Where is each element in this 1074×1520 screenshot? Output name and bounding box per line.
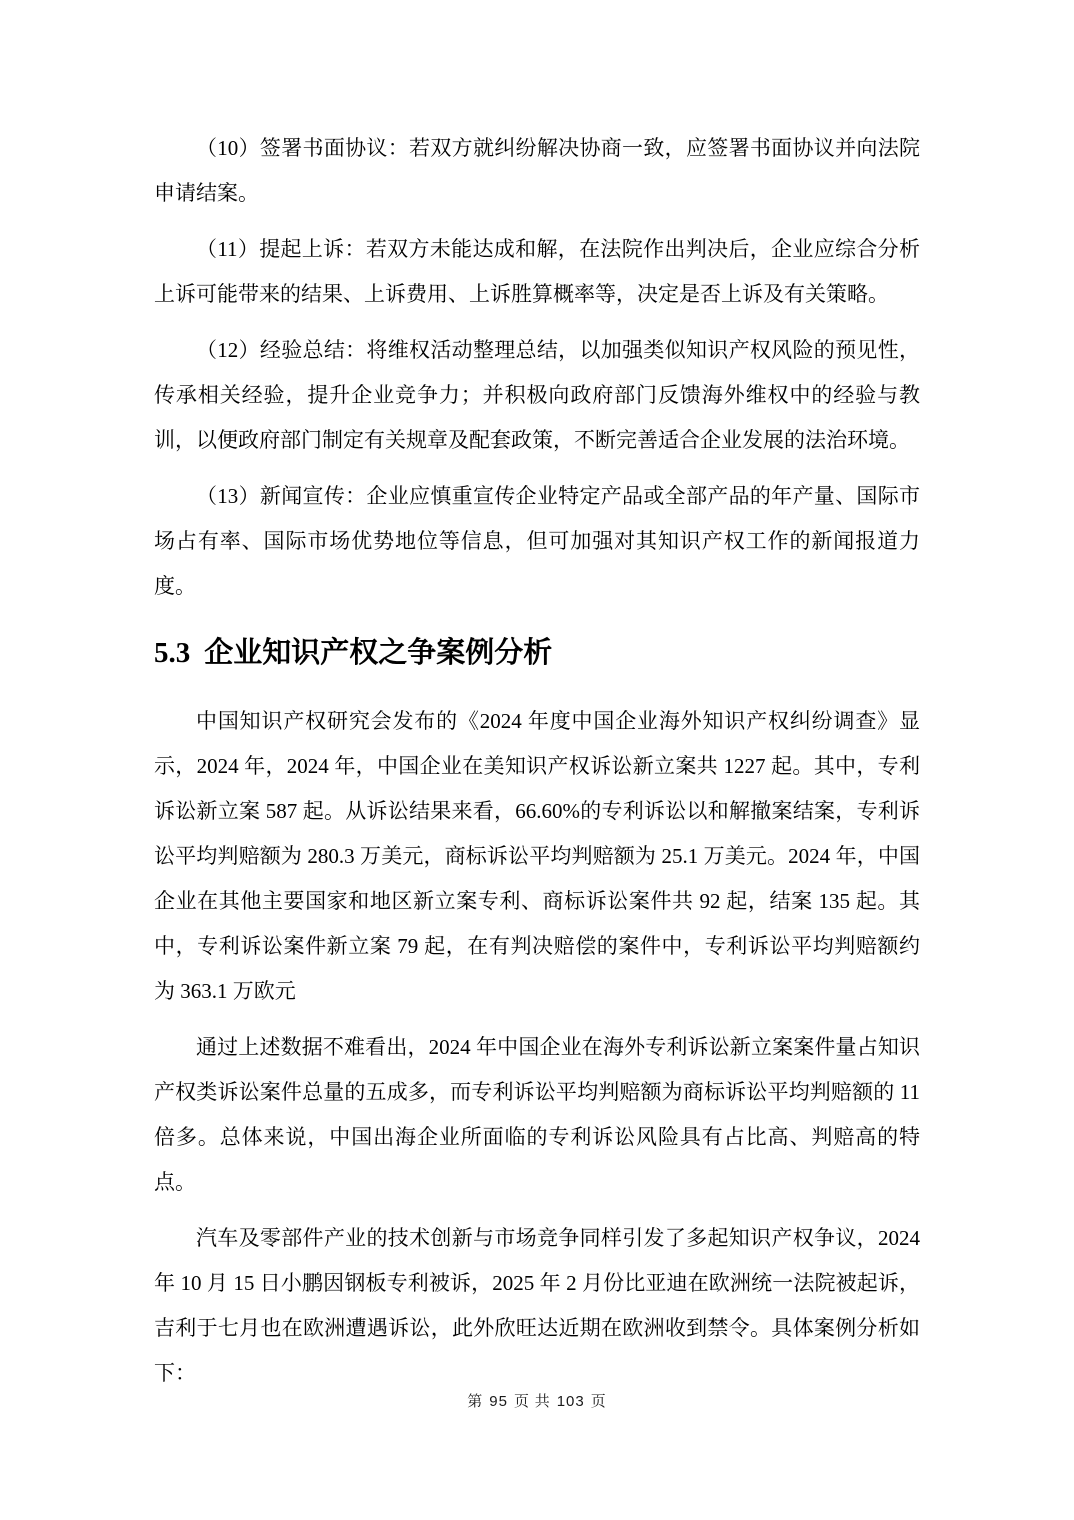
section-heading-5-3 — [154, 635, 920, 671]
page-footer — [0, 1390, 1074, 1411]
paragraph-data-conclusion: 通过上述数据不难看出，2024 年中国企业在海外专利诉讼新立案案件量占知识产权类诉讼案件总量的五成多，而专利诉讼平均判赔额为商标诉讼平均判赔额的 11 倍多。总体来说，中国出海企业所面临的专利诉讼风险具有占比高、判赔高的特点。 — [154, 1035, 920, 1195]
section-number: 5.3 — [154, 637, 191, 669]
footer-total-pages: 103 — [556, 1393, 585, 1410]
footer-label-middle: 页 共 — [513, 1394, 551, 1410]
paragraph-item-10: （10）签署书面协议：若双方就纠纷解决协商一致，应签署书面协议并向法院申请结案。 — [154, 136, 920, 205]
document-content — [154, 126, 920, 1407]
paragraph-item-13: （13）新闻宣传：企业应慎重宣传企业特定产品或全部产品的年产量、国际市场占有率、国际市场优势地位等信息，但可加强对其知识产权工作的新闻报道力度。 — [154, 484, 920, 598]
footer-label-prefix: 第 — [467, 1394, 484, 1410]
paragraph-item-12: （12）经验总结：将维权活动整理总结，以加强类似知识产权风险的预见性，传承相关经验，提升企业竞争力；并积极向政府部门反馈海外维权中的经验与教训，以便政府部门制定有关规章及配套政策，不断完善适合企业发展的法治环境。 — [154, 338, 920, 452]
paragraph-litigation-statistics: 中国知识产权研究会发布的《2024 年度中国企业海外知识产权纠纷调查》显示，2024 年，2024 年，中国企业在美知识产权诉讼新立案共 1227 起。其中，专利诉讼新立案 587 起。从诉讼结果来看，66.60%的专利诉讼以和解撤案结案，专利诉讼平均判赔额为 280.3 万美元，商标诉讼平均判赔额为 25.1 万美元。2024 年，中国企业在其他主要国家和地区新立案专利、商标诉讼案件共 92 起，结案 135 起。其中，专利诉讼案件新立案 79 起，在有判决赔偿的案件中，专利诉讼平均判赔额约为 363.1 万欧元 — [154, 709, 920, 1004]
section-title: 企业知识产权之争案例分析 — [204, 637, 553, 669]
paragraph-item-11: （11）提起上诉：若双方未能达成和解，在法院作出判决后，企业应综合分析上诉可能带来的结果、上诉费用、上诉胜算概率等，决定是否上诉及有关策略。 — [154, 237, 920, 306]
footer-label-suffix: 页 — [590, 1394, 607, 1410]
footer-page-number: 95 — [489, 1393, 508, 1410]
paragraph-auto-industry-cases: 汽车及零部件产业的技术创新与市场竞争同样引发了多起知识产权争议，2024 年 10 月 15 日小鹏因钢板专利被诉，2025 年 2 月份比亚迪在欧洲统一法院被起诉，吉利于七月也在欧洲遭遇诉讼，此外欣旺达近期在欧洲收到禁令。具体案例分析如下： — [154, 1226, 920, 1386]
